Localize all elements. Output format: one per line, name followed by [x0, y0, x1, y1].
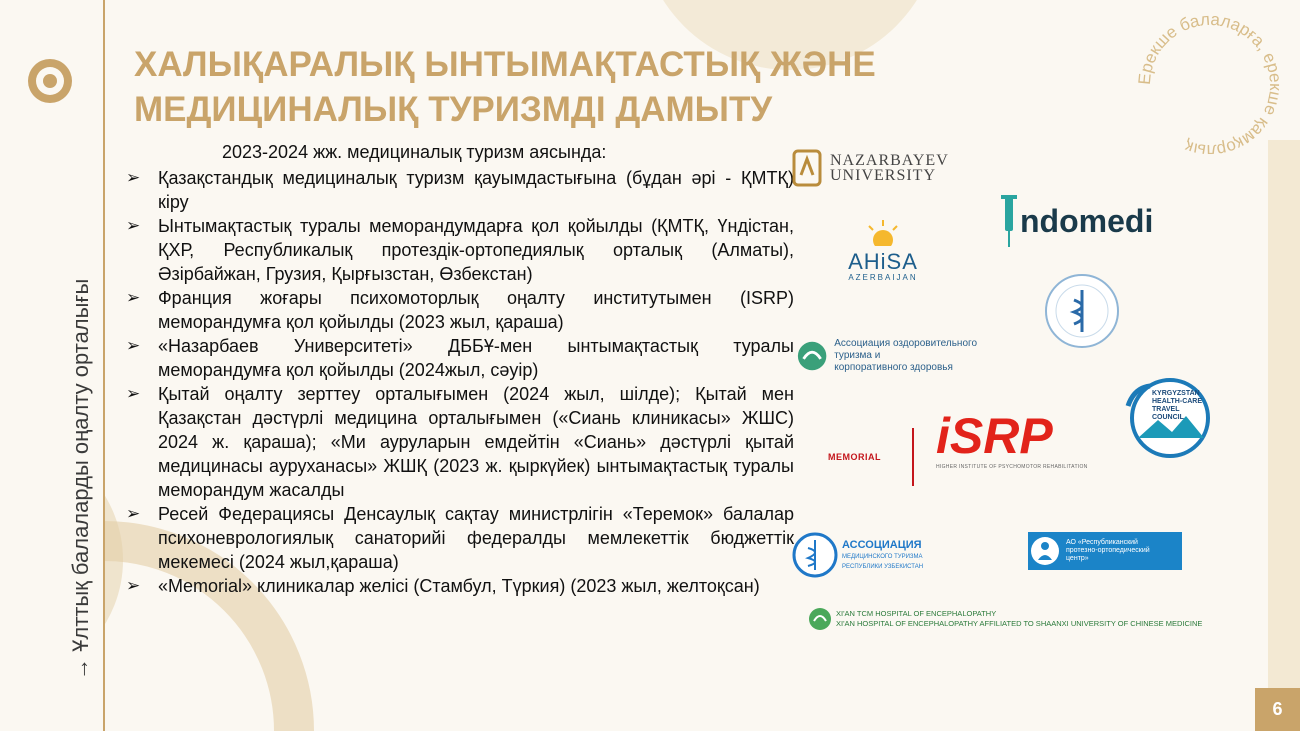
arrow-bullet-icon: ➢: [126, 576, 141, 595]
organization-name: → Ұлттық балаларды оңалту орталығы: [68, 278, 93, 680]
republican-prosthetic-center-logo: АО «Республиканский протезно-ортопедический центр»: [1028, 532, 1182, 570]
arrow-bullet-icon: ➢: [126, 504, 141, 523]
title-line-2: МЕДИЦИНАЛЫҚ ТУРИЗМДІ ДАМЫТУ: [134, 90, 773, 129]
xian-hospital-logo: XI'AN TCM HOSPITAL OF ENCEPHALOPATHY XI'AN HOSPITAL OF ENCEPHALOPATHY AFFILIATED TO SHAANXI UNIVERSITY OF CHINESE MEDICINE: [808, 604, 1258, 634]
stamp-text: Ерекше балаларға, ерекше қамқорлық: [1134, 9, 1286, 161]
arrow-bullet-icon: ➢: [126, 336, 141, 355]
nu-emblem-icon: [792, 149, 822, 187]
list-item: ➢ Қытай оңалту зерттеу орталығымен (2024 жыл, шілде); Қытай мен Қазақстан дәстүрлі медицина орталығымен («Сиань клиникасы» ЖШС) 2024 ж. қараша); «Ми ауруларын емдейтін «Сиань» дәстүрлі қытай медицинасы ауруханасы» ЖШҚ (2023 ж. қыркүйек) ынтымақтастық туралы меморандум жасалды: [126, 384, 794, 500]
subtitle: 2023-2024 жж. медициналық туризм аясында:: [222, 142, 607, 162]
list-item: ➢ Ынтымақтастық туралы меморандумдарға қол қойылды (ҚМТҚ, Үндістан, ҚХР, Республикалық протездік-ортопедиялық орталық (Алматы), Әзірбайжан, Грузия, Қырғызстан, Өзбекстан): [126, 216, 794, 284]
caduceus-globe-icon: [792, 532, 838, 578]
list-item: ➢ Ресей Федерациясы Денсаулық сақтау министрлігін «Теремок» балалар психоневрологиялық санаторийі федералды мемлекеттік бюджеттік мекемесі (2024 жыл,қараша): [126, 504, 794, 572]
uzbekistan-medical-tourism-association-logo: АССОЦИАЦИЯ МЕДИЦИНСКОГО ТУРИЗМА РЕСПУБЛИКИ УЗБЕКИСТАН: [792, 530, 942, 580]
figure-circle-icon: [1028, 534, 1062, 568]
kyrgyzstan-healthcare-travel-council-logo: KYRGYZSTAN HEALTH-CARE TRAVEL COUNCIL: [1120, 376, 1216, 460]
health-tourism-association-logo: Ассоциация оздоровительного туризма и корпоративного здоровья: [796, 338, 1016, 374]
center-logo-icon: [26, 57, 74, 105]
leaf-globe-icon: [796, 339, 828, 373]
page-number-badge: 6: [1255, 688, 1300, 731]
list-item: ➢ Қазақстандық медициналық туризм қауымдастығына (бұдан әрі - ҚМТҚ) кіру: [126, 168, 794, 212]
sidebar: [0, 0, 104, 731]
bullet-list: [126, 166, 794, 598]
list-item: ➢ Франция жоғары психомоторлық оңалту институтымен (ISRP) меморандумға қол қойылды (2023 жыл, қараша): [126, 288, 794, 332]
arrow-bullet-icon: ➢: [126, 168, 141, 187]
medical-association-round-logo: [1030, 272, 1134, 350]
ahisa-logo: AHiSA AZERBAIJAN: [828, 220, 938, 276]
hospital-emblem-icon: [808, 607, 832, 631]
arrow-bullet-icon: ➢: [126, 288, 141, 307]
list-item: ➢ «Memorial» клиникалар желісі (Стамбул, Түркия) (2023 жыл, желтоқсан): [126, 576, 760, 596]
arrow-bullet-icon: ➢: [126, 384, 141, 403]
list-item: ➢ «Назарбаев Университеті» ДББҰ-мен ынтымақтастық туралы меморандумға қол қойылды (2024жыл, сәуір): [126, 336, 794, 380]
indomedi-logo: ndomedi: [998, 192, 1198, 250]
isrp-logo: iSRP HIGHER INSTITUTE OF PSYCHOMOTOR REHABILITATION: [936, 408, 1088, 470]
page-title: [134, 42, 954, 132]
memorial-logo: MEMORIAL: [828, 428, 916, 486]
arrow-bullet-icon: ➢: [126, 216, 141, 235]
syringe-icon: [998, 193, 1020, 249]
nazarbayev-university-logo: NAZARBAYEV UNIVERSITY: [792, 146, 972, 190]
sun-icon: [863, 220, 903, 246]
arrow-icon: →: [68, 651, 93, 680]
caduceus-seal-icon: [1030, 272, 1134, 350]
title-line-1: ХАЛЫҚАРАЛЫҚ ЫНТЫМАҚТАСТЫҚ ЖӘНЕ: [134, 45, 876, 84]
